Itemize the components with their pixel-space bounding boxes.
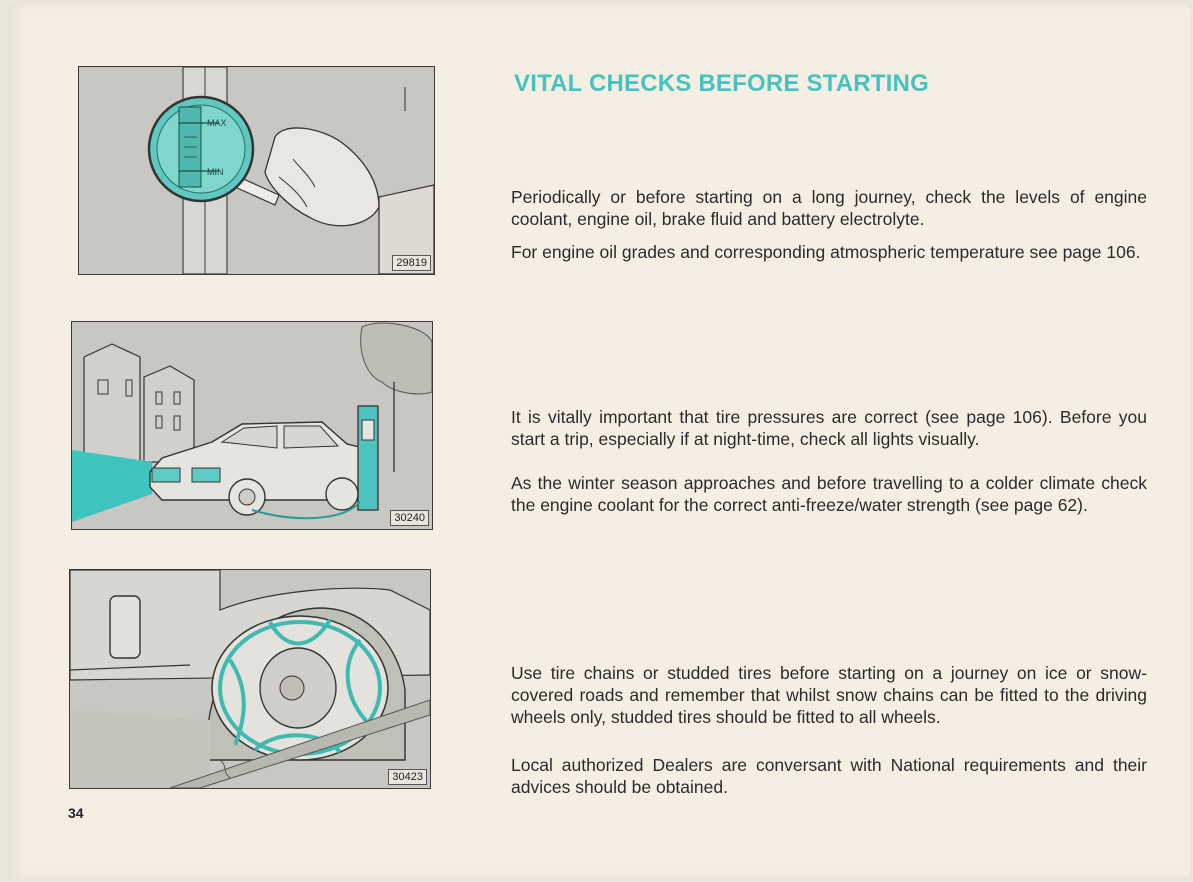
manual-page [8,4,1190,878]
figure-lights-tire-pressure [71,321,433,530]
tire-chain-illustration [70,570,430,788]
figure-snow-chains [69,569,431,789]
figure-number: 30240 [390,510,429,526]
figure-fluid-level-check [78,66,435,275]
car-illustration [72,322,432,529]
figure-number: 30423 [388,769,427,785]
paragraph-tire-chains: Use tire chains or studded tires before starting on a journey on ice or snow-covered roads and remember that whilst snow chains can be fitted to the driving wheels only, studded tires should be fitted to all wheels. [511,663,1147,727]
magnifier-illustration [79,67,434,274]
max-mark-label: MAX [207,118,227,128]
paragraph-antifreeze: As the winter season approaches and before travelling to a colder climate check the engine coolant for the correct anti-freeze/water strength (see page 62). [511,473,1147,515]
paragraph-oil-grades: For engine oil grades and corresponding atmospheric temperature see page 106. [511,242,1141,262]
figure-number: 29819 [392,255,431,271]
paragraph-dealers: Local authorized Dealers are conversant with National requirements and their advices should be obtained. [511,755,1147,797]
section-title: VITAL CHECKS BEFORE STARTING [514,70,929,97]
paragraph-fluid-levels: Periodically or before starting on a long journey, check the levels of engine coolant, engine oil, brake fluid and battery electrolyte. [511,187,1147,229]
paragraph-tire-pressure-lights: It is vitally important that tire pressures are correct (see page 106). Before you start a trip, especially if at night-time, check all lights visually. [511,407,1147,449]
min-mark-label: MIN [207,167,224,177]
page-number: 34 [68,805,84,821]
